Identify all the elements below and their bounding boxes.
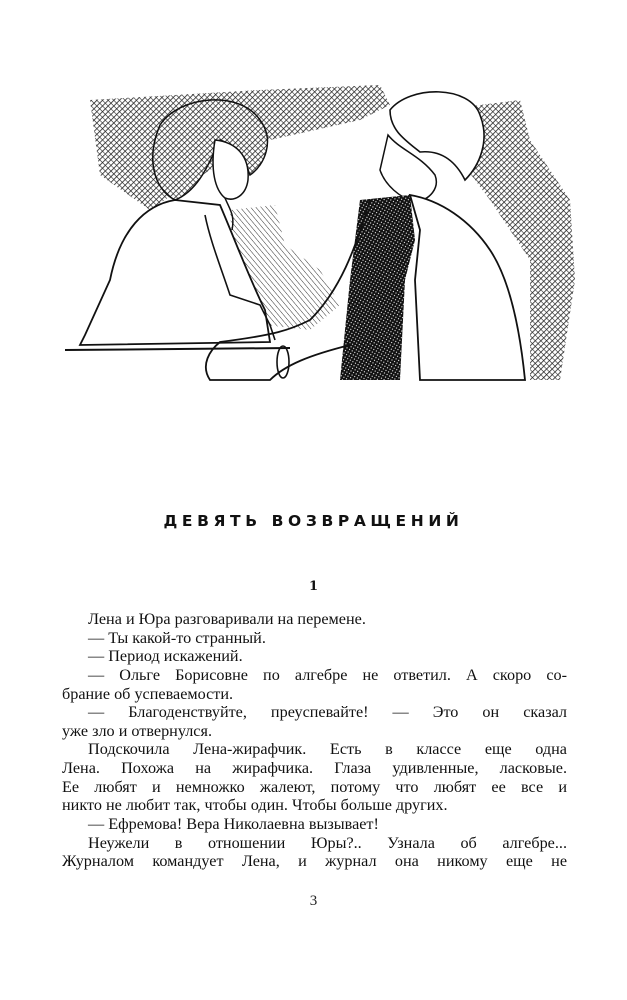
chapter-illustration: [60, 80, 580, 400]
section-number: 1: [308, 579, 319, 594]
text-line: Журналом командует Лена, и журнал она никому еще не: [62, 852, 567, 871]
text-line: Подскочила Лена-жирафчик. Есть в классе еще одна: [88, 740, 567, 759]
text-line: — Благоденствуйте, преуспевайте! — Это он сказал: [88, 703, 567, 722]
text-line: — Период искажений.: [88, 647, 243, 666]
text-line: Лена. Похожа на жирафчика. Глаза удивленные, ласковые.: [62, 759, 567, 778]
text-line: никто не любит так, чтобы один. Чтобы больше других.: [62, 796, 448, 815]
page-number: 3: [309, 893, 318, 909]
text-line: Лена и Юра разговаривали на перемене.: [88, 610, 366, 628]
text-line: Неужели в отношении Юры?.. Узнала об алгебре...: [88, 833, 567, 852]
text-line: — Ефремова! Вера Николаевна вызывает!: [88, 815, 379, 834]
text-line: — Ты какой-то странный.: [88, 628, 266, 647]
text-line: Ее любят и немножко жалеют, потому что любят ее все и: [62, 777, 567, 796]
body-text: [62, 610, 567, 871]
text-line: брание об успеваемости.: [62, 684, 234, 703]
text-line: уже зло и отвернулся.: [62, 721, 212, 740]
text-line: — Ольге Борисовне по алгебре не ответил. А скоро со-: [88, 665, 567, 684]
chapter-title: ДЕВЯТЬ ВОЗВРАЩЕНИЙ: [163, 512, 464, 530]
